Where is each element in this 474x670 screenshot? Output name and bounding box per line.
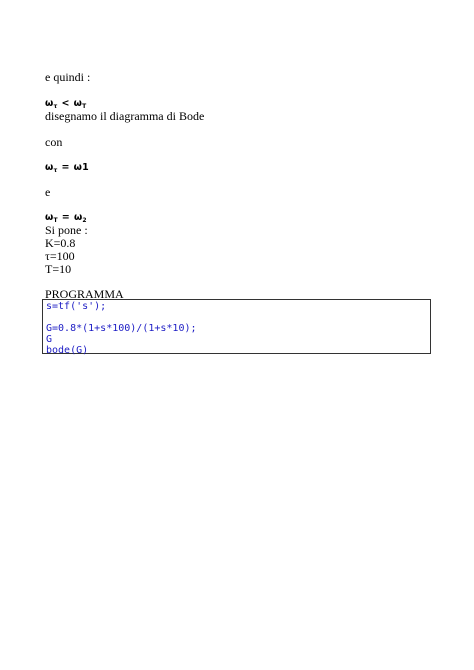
equation-omega-tau-equals-omega1: [45, 161, 89, 175]
code-block: [42, 299, 431, 354]
code-line: G: [46, 334, 53, 345]
param-tau: τ=100: [45, 249, 75, 263]
text-con: con: [45, 135, 63, 149]
omega-tau-symbol: $\omega_\tau$: [45, 98, 58, 110]
code-line: [46, 312, 427, 323]
param-T: T=10: [45, 262, 72, 276]
omega-T-symbol: $\omega_T$: [45, 212, 58, 224]
less-than-operator: <: [61, 98, 70, 109]
param-K: K=0.8: [45, 236, 76, 250]
code-line: bode(G): [46, 345, 89, 356]
omega1-symbol: ω1: [73, 162, 89, 173]
omega-tau-symbol: $\omega_\tau$: [45, 162, 58, 174]
text-si-pone: Si pone :: [45, 223, 88, 237]
code-line: s=tf('s');: [46, 301, 107, 312]
omega2-symbol: $\omega_2$: [73, 212, 87, 224]
equals-operator: =: [61, 212, 70, 223]
heading-programma: PROGRAMMA: [45, 287, 124, 301]
text-e: e: [45, 185, 51, 199]
text-e-quindi: e quindi :: [45, 70, 91, 84]
omega-T-symbol: $\omega_T$: [73, 98, 87, 110]
text-disegnamo-bode: disegnamo il diagramma di Bode: [45, 109, 205, 123]
code-line: G=0.8*(1+s*100)/(1+s*10);: [46, 323, 197, 334]
equals-operator: =: [61, 162, 70, 173]
